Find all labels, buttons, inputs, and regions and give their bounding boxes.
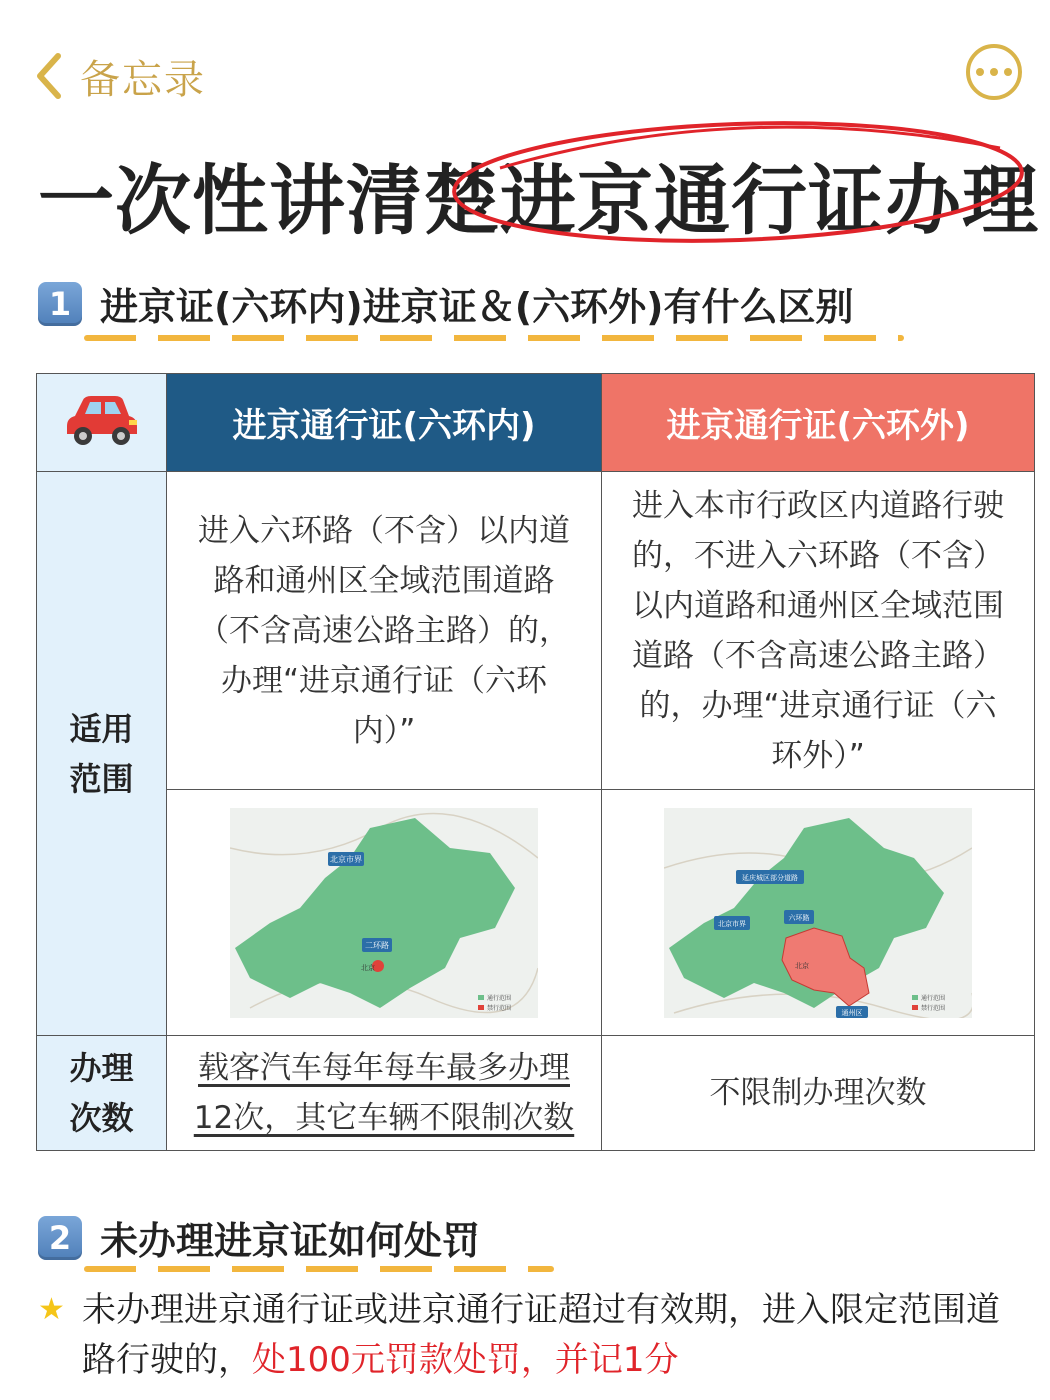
penalty-bullet [38,1285,1028,1385]
penalty-highlight: 处100元罚款处罚，并记1分 [252,1340,679,1380]
more-icon [976,68,984,76]
penalty-text: 未办理进京通行证或进京通行证超过有效期，进入限定范围道路行驶的，处100元罚款处罚，并记1分 [82,1290,1000,1380]
more-button[interactable] [966,44,1022,100]
map-outer-label-ring: 六环路 [788,913,810,922]
map-outer-legend-forbidden: 禁行范围 [921,1004,946,1012]
page-title: 一次性讲清楚进京通行证办理 [38,156,1039,245]
map-outer-label-tongzhou: 通州区 [841,1008,863,1017]
map-inner-label-ring: 二环路 [365,940,389,950]
corner-cell [37,374,167,472]
map-outer-label-yanqing: 延庆城区部分道路 [742,873,798,882]
row-label-count: 办理 次数 [37,1036,167,1151]
map-outer-legend-allowed: 通行范围 [921,994,946,1002]
count-inner-text: 载客汽车每年每车最多办理 12次，其它车辆不限制次数 [167,1036,602,1151]
back-label: 备忘录 [80,56,206,103]
map-inner-sixth-ring [230,808,538,1018]
map-inner-cell [167,790,602,1036]
chevron-left-icon [32,50,66,102]
map-inner-legend-forbidden: 禁行范围 [487,1004,512,1012]
map-outer-cell [602,790,1035,1036]
section1-title: 进京证(六环内)进京证＆(六环外)有什么区别 [100,285,854,329]
col-header-outer: 进京通行证(六环外) [602,374,1035,472]
comparison-table [36,373,1035,1151]
row-label-scope: 适用 范围 [37,472,167,1036]
col-header-inner: 进京通行证(六环内) [167,374,602,472]
map-outer-label-boundary: 北京市界 [718,919,746,928]
section2-heading [38,1210,480,1265]
map-outer-label-city: 北京 [795,961,809,970]
section2-underline [84,1266,554,1272]
section1-underline [84,335,904,341]
section1-number: 1 [38,282,82,326]
scope-inner-text: 进入六环路（不含）以内道 路和通州区全域范围道路 （不含高速公路主路）的， 办理“进京通行证（六环 内）” [167,472,602,790]
scope-outer-text: 进入本市行政区内道路行驶 的，不进入六环路（不含） 以内道路和通州区全域范围 道路（不含高速公路主路） 的，办理“进京通行证（六 环外）” [602,472,1035,790]
map-outer-sixth-ring [664,808,972,1018]
map-inner-label-boundary: 北京市界 [330,854,362,864]
section1-heading [38,276,853,331]
count-outer-text: 不限制办理次数 [602,1036,1035,1151]
car-icon [65,394,139,448]
map-inner-legend-allowed: 通行范围 [487,994,512,1002]
section2-title: 未办理进京证如何处罚 [100,1219,481,1263]
star-icon: ★ [38,1292,65,1327]
map-inner-label-city: 北京 [361,963,375,972]
section2-number: 2 [38,1216,82,1260]
back-button[interactable] [32,48,232,104]
top-bar [0,0,1050,140]
